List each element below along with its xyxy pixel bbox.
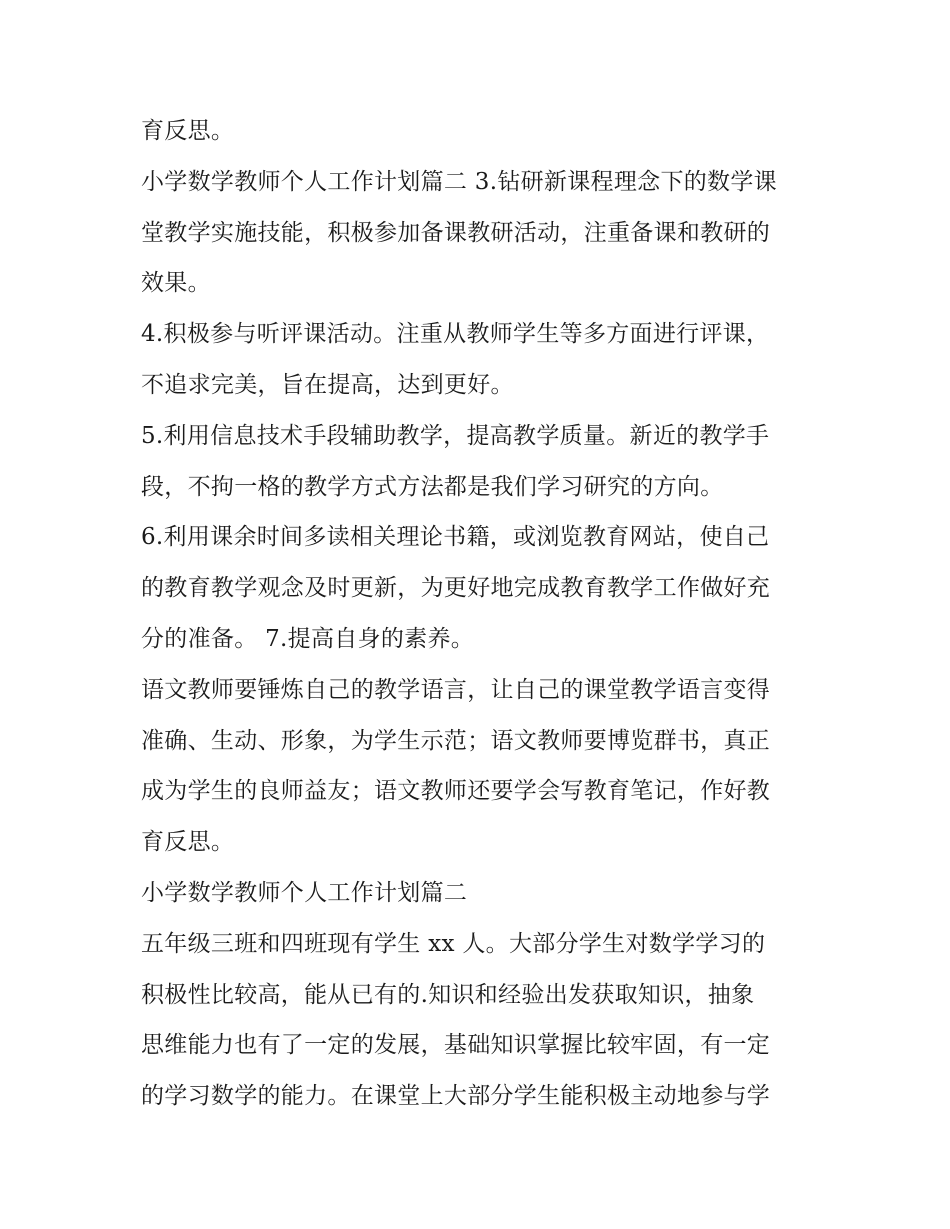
text-line: 分的准备。 7.提高自身的素养。: [141, 625, 475, 652]
text-line: 积极性比较高，能从已有的.知识和经验出发获取知识，抽象: [141, 981, 755, 1008]
text-line: 准确、生动、形象，为学生示范；语文教师要博览群书，真正: [141, 727, 771, 754]
text-line: 五年级三班和四班现有学生 xx 人。大部分学生对数学学习的: [141, 930, 766, 957]
text-line: 效果。: [141, 270, 211, 297]
text-line: 的学习数学的能力。在课堂上大部分学生能积极主动地参与学: [141, 1083, 771, 1110]
text-line: 4.积极参与听评课活动。注重从教师学生等多方面进行评课，: [141, 321, 770, 348]
text-line: 堂教学实施技能，积极参加备课教研活动，注重备课和教研的: [141, 219, 771, 246]
text-line: 6.利用课余时间多读相关理论书籍，或浏览教育网站，使自己: [141, 524, 770, 551]
text-line: 思维能力也有了一定的发展，基础知识掌握比较牢固，有一定: [141, 1032, 771, 1059]
document-body: [141, 106, 813, 1122]
text-line: 育反思。: [141, 118, 235, 144]
text-line: 段，不拘一格的教学方式方法都是我们学习研究的方向。: [141, 473, 724, 500]
text-line: 不追求完美，旨在提高，达到更好。: [141, 371, 514, 398]
section-heading: 小学数学教师个人工作计划篇二: [141, 879, 468, 906]
text-line: 成为学生的良师益友；语文教师还要学会写教育笔记，作好教: [141, 778, 771, 805]
text-line: 语文教师要锤炼自己的教学语言，让自己的课堂教学语言变得: [141, 676, 771, 703]
text-line: 的教育教学观念及时更新，为更好地完成教育教学工作做好充: [141, 575, 771, 602]
text-line: 5.利用信息技术手段辅助教学，提高教学质量。新近的教学手: [141, 422, 770, 449]
text-line: 小学数学教师个人工作计划篇二 3.钻研新课程理念下的数学课: [141, 168, 777, 195]
text-line: 育反思。: [141, 829, 235, 856]
